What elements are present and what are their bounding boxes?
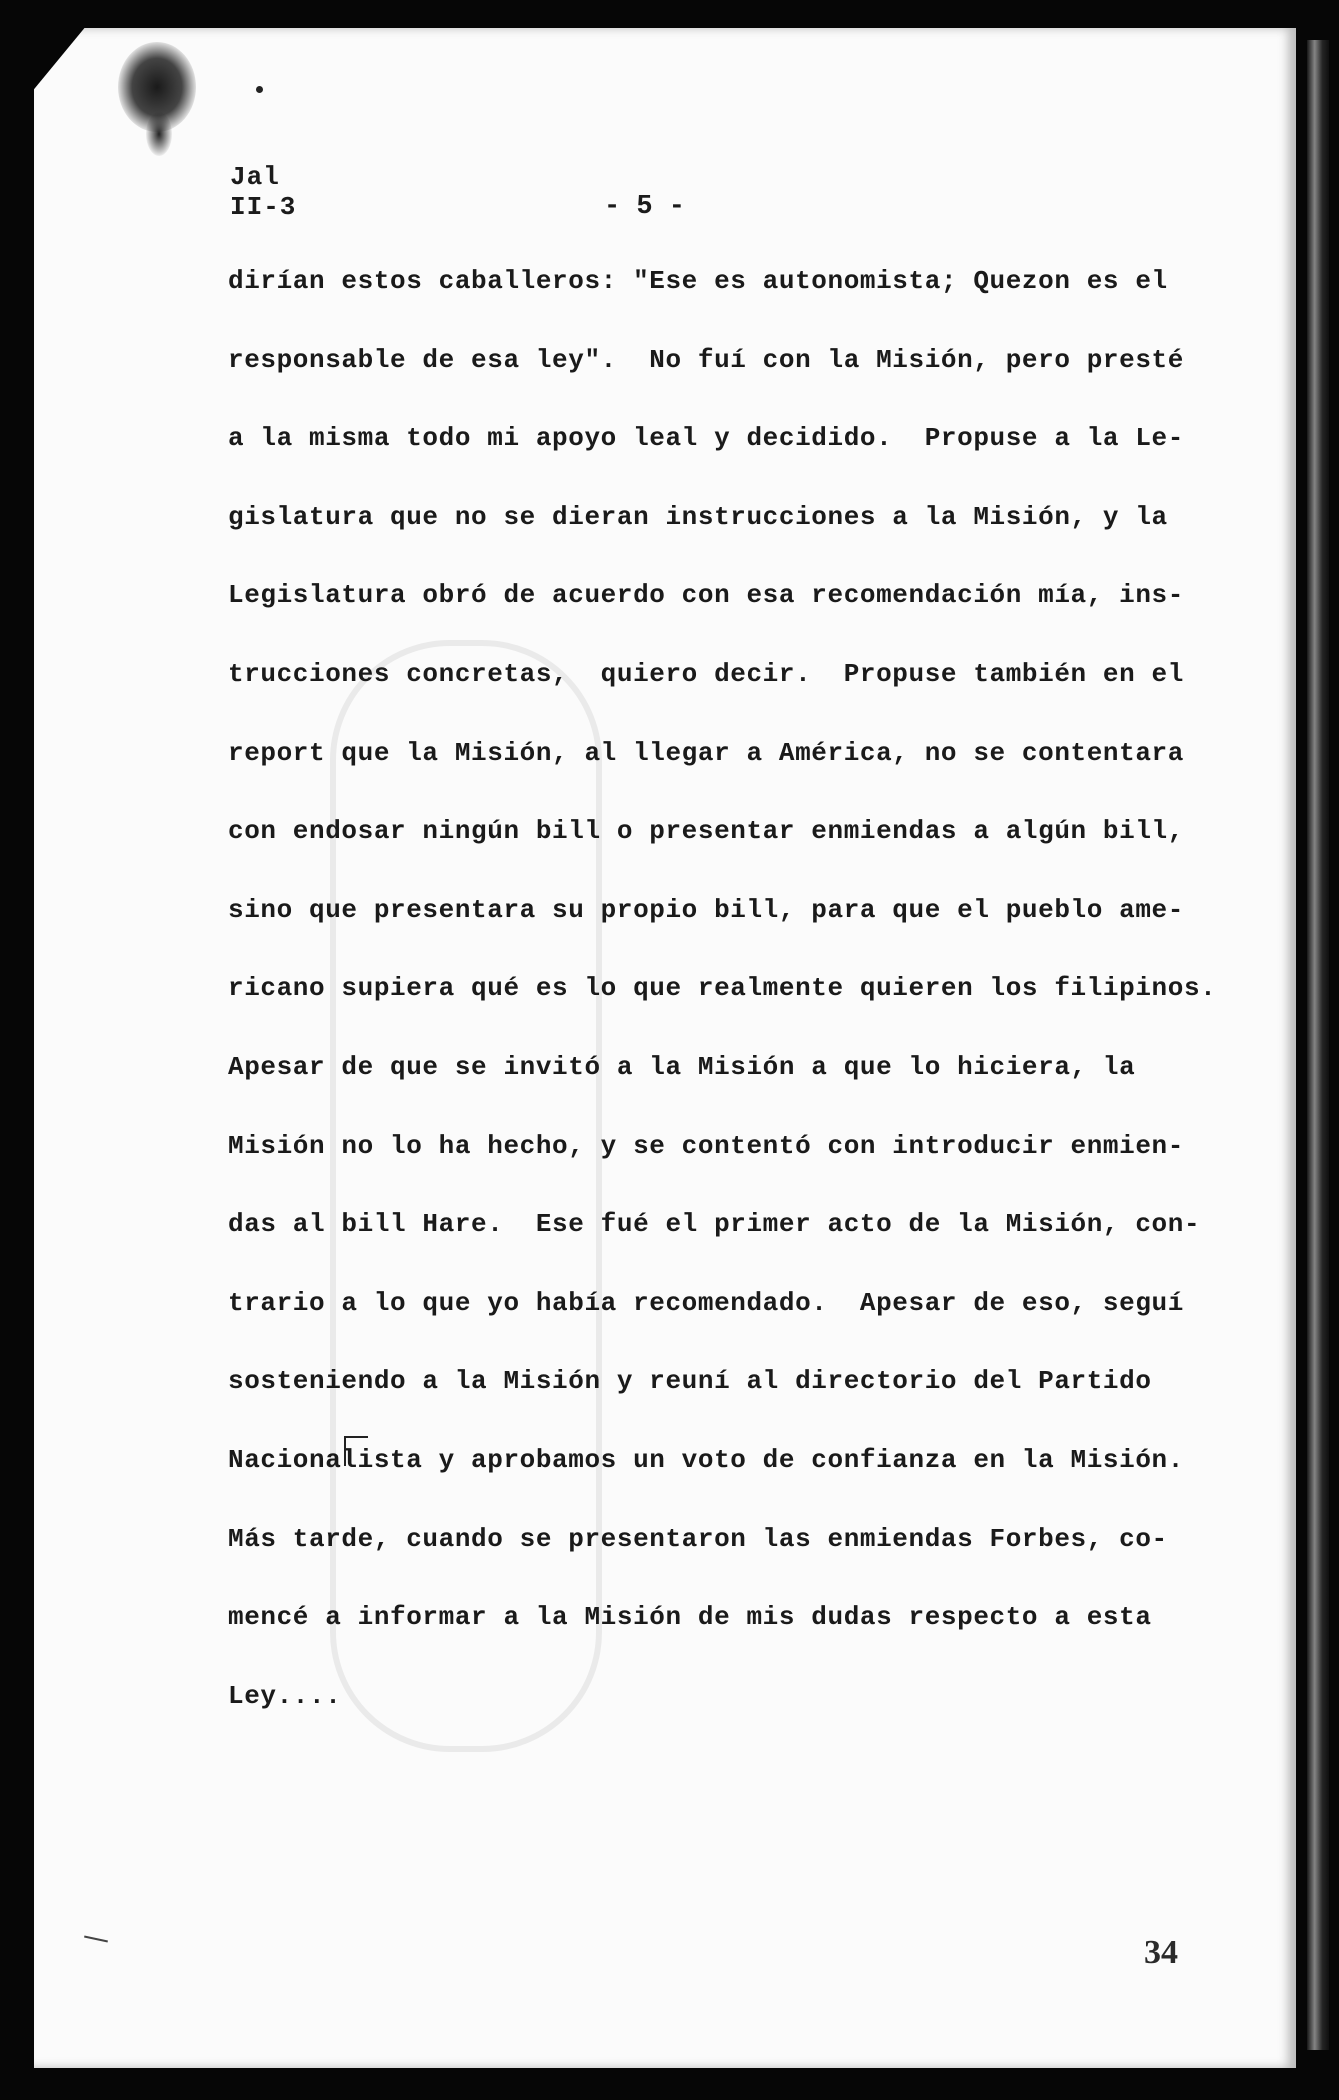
text-line: report que la Misión, al llegar a América, no se contentara [228,737,1184,768]
document-header [230,162,296,222]
pencil-bracket-mark [344,1436,368,1466]
text-line: Nacionalista y aprobamos un voto de confianza en la Misión. [228,1444,1184,1475]
text-line: dirían estos caballeros: "Ese es autonomista; Quezon es el [228,266,1168,296]
text-line: sino que presentara su propio bill, para que el pueblo ame- [228,894,1184,925]
text-line: ricano supiera qué es lo que realmente quieren los filipinos. [228,973,1217,1004]
header-initials: Jal [230,162,280,192]
text-line: Más tarde, cuando se presentaron las enmiendas Forbes, co- [228,1523,1168,1554]
header-reference: II-3 [230,192,297,222]
body-text [228,266,1217,1759]
text-line: Legislatura obró de acuerdo con esa recomendación mía, ins- [228,580,1184,611]
ink-smudge-small [146,112,172,156]
text-line: das al bill Hare. Ese fué el primer acto de la Misión, con- [228,1209,1201,1240]
text-line: Ley.... [228,1680,342,1711]
page-edge-strip [1307,40,1329,2050]
folio-number: 34 [1144,1934,1178,1971]
text-line: Misión no lo ha hecho, y se contentó con introducir enmien- [228,1130,1184,1161]
text-line: a la misma todo mi apoyo leal y decidido. Propuse a la Le- [228,423,1184,454]
text-line: gislatura que no se dieran instrucciones a la Misión, y la [228,501,1168,532]
text-line: con endosar ningún bill o presentar enmiendas a algún bill, [228,816,1184,847]
text-line: trucciones concretas, quiero decir. Propuse también en el [228,658,1184,689]
text-line: mencé a informar a la Misión de mis dudas respecto a esta [228,1602,1152,1633]
ink-dot [256,86,263,93]
page-number: - 5 - [604,192,686,222]
text-line: Apesar de que se invitó a la Misión a que lo hiciera, la [228,1051,1136,1082]
text-line: trario a lo que yo había recomendado. Apesar de eso, seguí [228,1287,1184,1318]
text-line: sosteniendo a la Misión y reuní al directorio del Partido [228,1366,1152,1397]
text-line: responsable de esa ley". No fuí con la Misión, pero presté [228,344,1184,375]
